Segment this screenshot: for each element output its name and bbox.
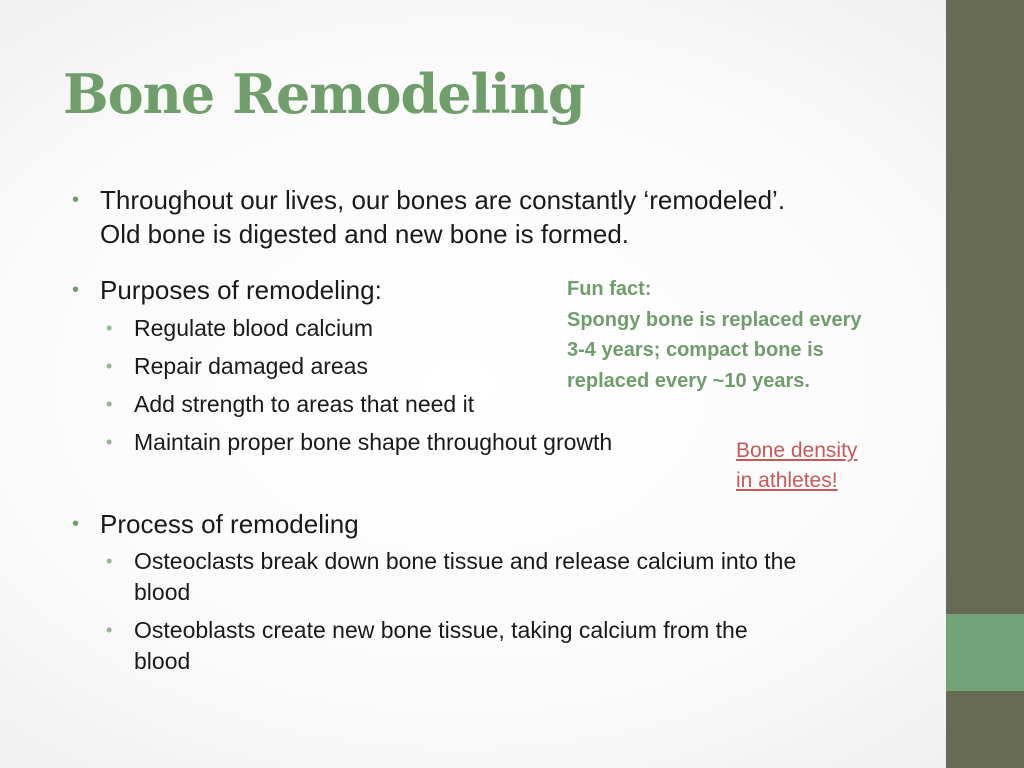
bullet-dot-icon: • [72,513,80,535]
link-line1[interactable]: Bone density [736,439,858,462]
sidebar-accent-block [946,614,1024,691]
bullet-dot-icon: • [72,279,80,301]
sub-bullet-text: Maintain proper bone shape throughout growth [134,429,613,455]
bullet-purposes-label: Purposes of remodeling: [100,275,382,305]
fun-fact-line: replaced every ~10 years. [567,369,810,392]
sub-bullet-dot-icon: • [106,318,113,338]
fun-fact-callout [567,274,927,396]
link-line2[interactable]: in athletes! [736,469,838,492]
fun-fact-heading: Fun fact: [567,278,652,300]
sub-bullet-text: Osteoblasts create new bone tissue, taking calcium from the [134,617,748,643]
fun-fact-line: 3-4 years; compact bone is [567,339,824,361]
sub-bullet-text: Repair damaged areas [134,353,368,379]
sub-bullet-text: Regulate blood calcium [134,315,374,341]
sub-bullet-dot-icon: • [106,620,113,640]
bullet-intro-line2: Old bone is digested and new bone is formed. [100,219,630,249]
bone-density-link[interactable] [736,436,857,496]
sub-bullet-text-cont: blood [134,579,191,605]
slide-title: Bone Remodeling [63,62,585,126]
bullet-process-label: Process of remodeling [100,509,359,539]
sub-bullet-text: Osteoclasts break down bone tissue and release calcium into the [134,548,797,574]
sub-bullet-dot-icon: • [106,432,113,452]
sub-bullet-text-cont: blood [134,648,191,674]
bullet-dot-icon: • [72,189,80,211]
sub-bullet-dot-icon: • [106,394,113,414]
bullet-intro-line1: Throughout our lives, our bones are constantly ‘remodeled’. [100,185,786,215]
sub-bullet-text: Add strength to areas that need it [134,391,475,417]
sub-bullet-dot-icon: • [106,356,113,376]
sub-bullet-dot-icon: • [106,551,113,571]
fun-fact-line: Spongy bone is replaced every [567,308,862,331]
